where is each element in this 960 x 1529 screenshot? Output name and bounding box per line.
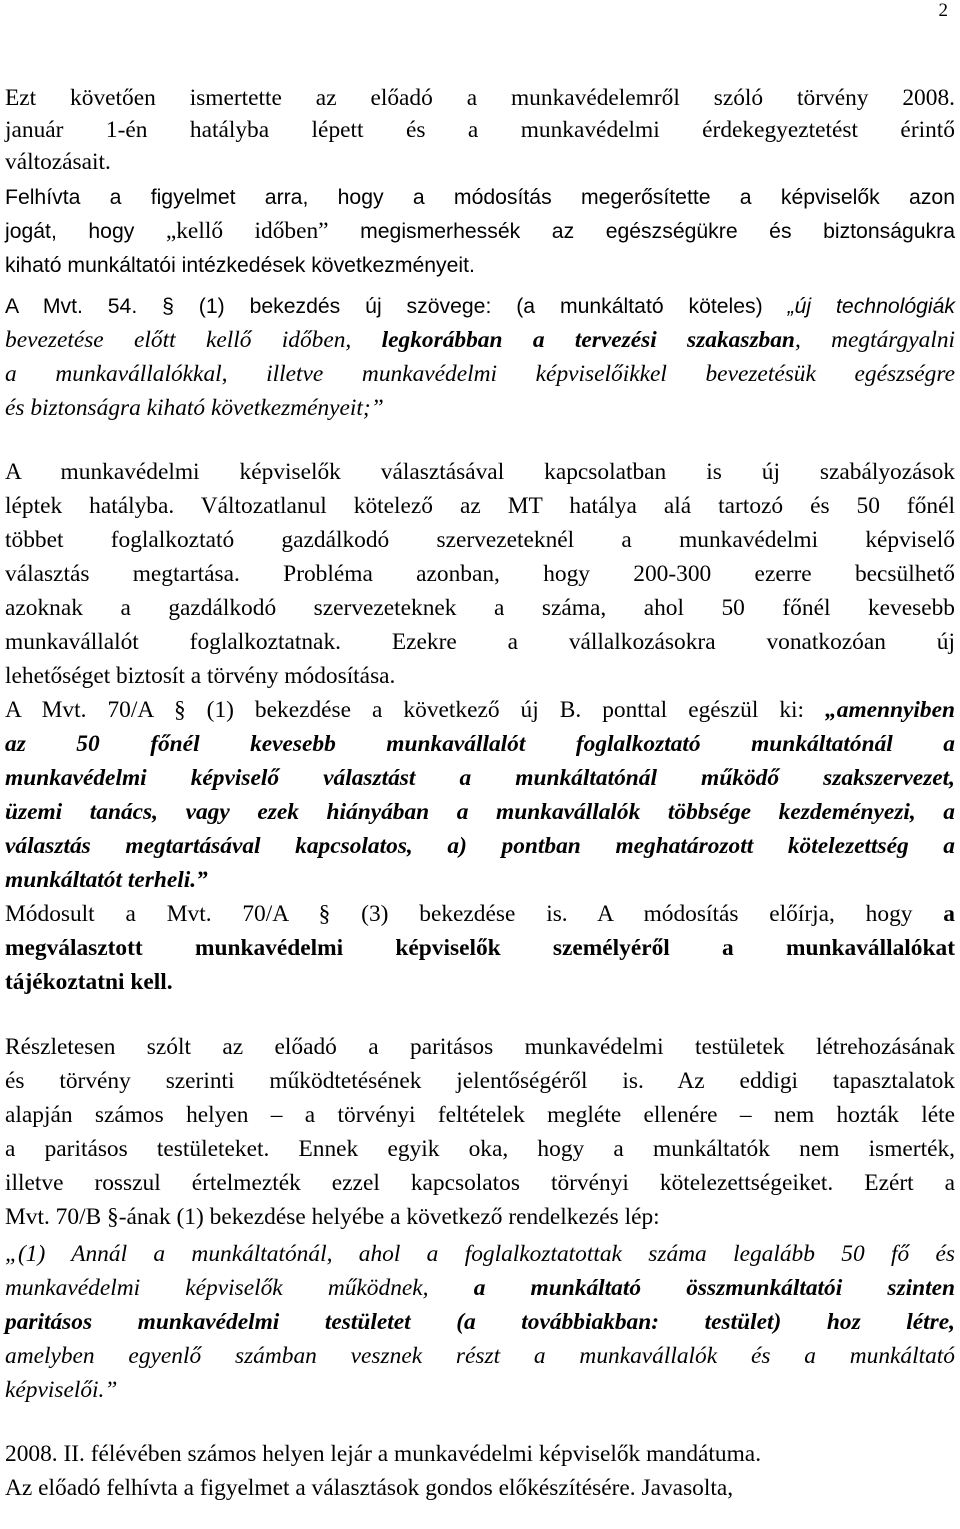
text-line xyxy=(5,1440,955,1468)
text-line xyxy=(5,116,955,144)
text-segment: munkavállalót foglalkoztatnak. Ezekre a vállalkozásokra vonatkozóan új xyxy=(5,629,955,655)
text-line xyxy=(5,628,955,656)
text-line xyxy=(5,251,955,280)
text-line xyxy=(5,1342,955,1370)
text-segment: a xyxy=(943,901,955,927)
text-line xyxy=(5,1203,955,1231)
text-line xyxy=(5,394,955,422)
text-line xyxy=(5,1308,955,1336)
text-segment: léptek hatályba. Változatlanul kötelező az MT hatálya alá tartozó és 50 főnél xyxy=(5,493,955,519)
text-segment: munkáltatót terheli.” xyxy=(5,867,208,893)
text-segment: amelyben egyenlő számban vesznek részt a munkavállalók és a munkáltató xyxy=(5,1343,955,1369)
text-line xyxy=(5,730,955,758)
text-segment: a munkavállalókkal, illetve munkavédelmi képviselőikkel bevezetésük egészségre xyxy=(5,361,955,387)
text-line xyxy=(5,84,955,112)
text-line xyxy=(5,696,955,724)
text-line xyxy=(5,968,955,996)
text-segment: Az előadó felhívta a figyelmet a választások gondos előkészítésére. Javasolta, xyxy=(5,1475,734,1501)
text-segment: illetve rosszul értelmezték ezzel kapcsolatos törvényi kötelezettségeiket. Ezért a xyxy=(5,1170,955,1196)
text-segment: „új technológiák xyxy=(787,295,956,318)
text-segment: Ezt követően ismertette az előadó a munkavédelemről szóló törvény 2008. xyxy=(5,85,955,111)
text-segment: munkavédelmi képviselők működnek, xyxy=(5,1275,474,1301)
text-segment: változásait. xyxy=(5,149,111,175)
text-line xyxy=(5,560,955,588)
text-line xyxy=(5,292,955,321)
text-segment: Felhívta a figyelmet arra, hogy a módosítás megerősítette a képviselők azon xyxy=(5,186,955,209)
text-line xyxy=(5,934,955,962)
text-line xyxy=(5,1474,955,1502)
text-segment: § (1) bekezdés új szövege: (a munkáltató köteles) xyxy=(162,295,788,318)
text-line xyxy=(5,458,955,486)
text-segment: 2008. II. félévében számos helyen lejár a munkavédelmi képviselők mandátuma. xyxy=(5,1441,762,1467)
text-segment: választás megtartása. Probléma azonban, hogy 200-300 ezerre becsülhető xyxy=(5,561,955,587)
text-segment: „amennyiben xyxy=(825,697,955,723)
text-segment: munkavédelmi képviselő választást a munkáltatónál működő szakszervezet, xyxy=(5,765,955,791)
text-segment: és törvény szerinti működtetésének jelentőségéről is. Az eddigi tapasztalatok xyxy=(5,1068,955,1094)
text-line xyxy=(5,1274,955,1302)
text-segment: a paritásos testületeket. Ennek egyik oka, hogy a munkáltatók nem ismerték, xyxy=(5,1136,955,1162)
text-line xyxy=(5,1169,955,1197)
text-segment: Részletesen szólt az előadó a paritásos munkavédelmi testületek létrehozásának xyxy=(5,1034,955,1060)
text-segment: az 50 főnél kevesebb munkavállalót foglalkoztató munkáltatónál a xyxy=(5,731,955,757)
text-line xyxy=(5,492,955,520)
text-segment: „kellő időben” xyxy=(165,218,329,244)
text-segment: megismerhessék az egészségükre és biztonságukra xyxy=(328,220,955,243)
text-segment: „(1) Annál a munkáltatónál, ahol a foglalkoztatottak száma legalább 50 fő és xyxy=(5,1241,955,1267)
text-line xyxy=(5,1067,955,1095)
text-segment: és biztonságra kiható következményeit;” xyxy=(5,395,384,421)
text-line xyxy=(5,1135,955,1163)
text-segment: lehetőséget biztosít a törvény módosítása. xyxy=(5,663,396,689)
text-line xyxy=(5,326,955,354)
text-line xyxy=(5,217,955,246)
text-segment: A Mvt. 70/A § (1) bekezdése a következő új B. ponttal egészül ki: xyxy=(5,697,826,723)
text-segment: kiható munkáltatói intézkedések következményeit. xyxy=(5,254,475,277)
text-segment: választás megtartásával kapcsolatos, a) pontban meghatározott kötelezettség a xyxy=(5,833,955,859)
text-segment: többet foglalkoztató gazdálkodó szervezeteknél a munkavédelmi képviselő xyxy=(5,527,955,553)
text-line xyxy=(5,900,955,928)
text-segment: január 1-én hatályba lépett és a munkavédelmi érdekegyeztetést érintő xyxy=(5,117,955,143)
text-segment: A Mvt. 54. xyxy=(5,295,163,318)
text-segment: legkorábban a tervezési szakaszban xyxy=(381,327,795,353)
text-segment: megválasztott munkavédelmi képviselők személyéről a munkavállalókat xyxy=(5,935,955,961)
text-segment: képviselői.” xyxy=(5,1377,118,1403)
text-line xyxy=(5,1101,955,1129)
text-segment: alapján számos helyen – a törvényi feltételek megléte ellenére – nem hozták léte xyxy=(5,1102,955,1128)
text-line xyxy=(5,594,955,622)
text-line xyxy=(5,866,955,894)
text-line xyxy=(5,1376,955,1404)
text-line xyxy=(5,662,955,690)
text-segment: Módosult a Mvt. 70/A § (3) bekezdése is. A módosítás előírja, hogy xyxy=(5,901,944,927)
text-segment: , megtárgyalni xyxy=(794,327,956,353)
text-line xyxy=(5,526,955,554)
text-segment: bevezetése előtt kellő időben, xyxy=(5,327,382,353)
text-line xyxy=(5,832,955,860)
text-line xyxy=(5,360,955,388)
text-segment: A munkavédelmi képviselők választásával kapcsolatban is új szabályozások xyxy=(5,459,955,485)
text-segment: a munkáltató összmunkáltatói szinten xyxy=(473,1275,955,1301)
text-segment: azoknak a gazdálkodó szervezeteknek a száma, ahol 50 főnél kevesebb xyxy=(5,595,955,621)
page-number: 2 xyxy=(938,0,948,21)
text-segment: üzemi tanács, vagy ezek hiányában a munkavállalók többsége kezdeményezi, a xyxy=(5,799,955,825)
text-line xyxy=(5,1033,955,1061)
text-line xyxy=(5,798,955,826)
text-line xyxy=(5,1240,955,1268)
text-line xyxy=(5,148,955,176)
text-line xyxy=(5,764,955,792)
text-segment: paritásos munkavédelmi testületet (a továbbiakban: testület) hoz létre, xyxy=(5,1309,955,1335)
text-line xyxy=(5,183,955,212)
text-segment: tájékoztatni kell. xyxy=(5,969,173,995)
text-segment: Mvt. 70/B §-ának (1) bekezdése helyébe a következő rendelkezés lép: xyxy=(5,1204,660,1230)
text-segment: jogát, hogy xyxy=(5,220,166,243)
